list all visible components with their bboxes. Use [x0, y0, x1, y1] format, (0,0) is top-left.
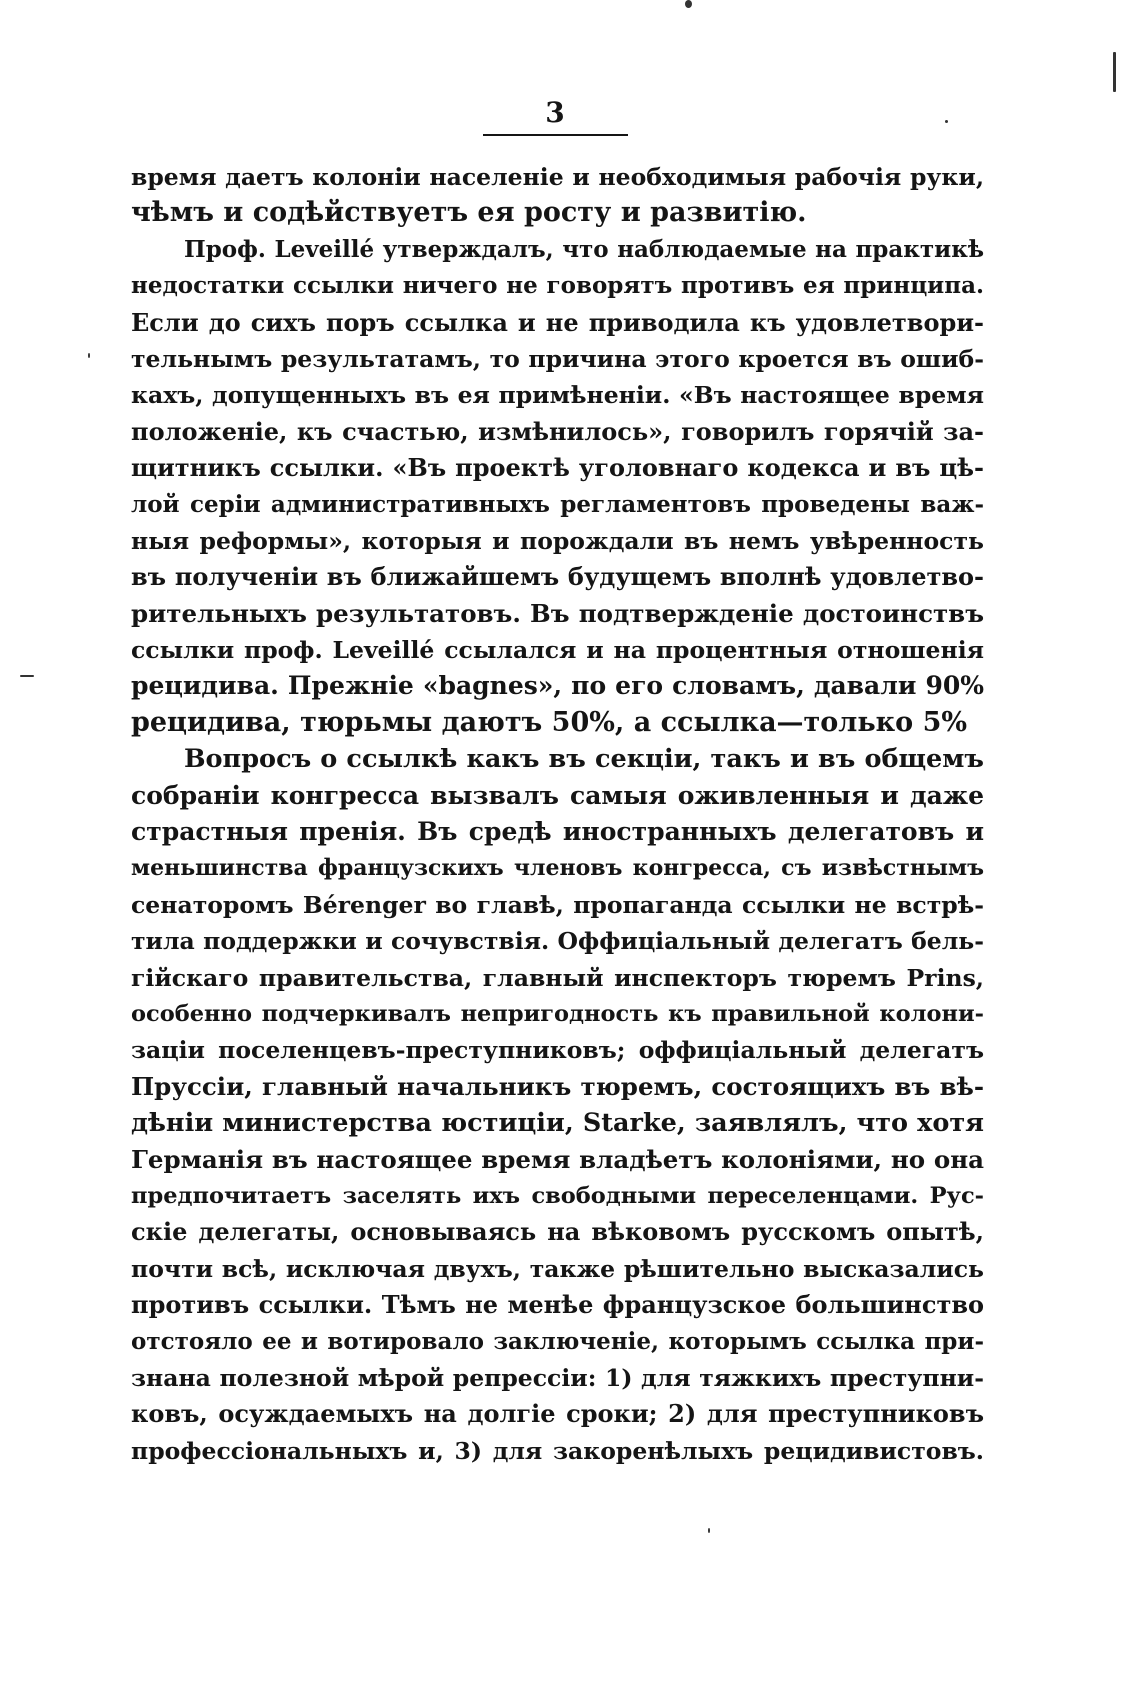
text-line: ссылки проф. Leveillé ссылался и на процентныя отношенія — [131, 636, 984, 665]
text-line: рецидива. Прежніе «bagnes», по его словамъ, давали 90% — [131, 671, 984, 701]
text-line: Германія въ настоящее время владѣетъ колоніями, но она — [131, 1144, 984, 1174]
text-line: тельнымъ результатамъ, то причина этого кроется въ ошиб- — [131, 344, 984, 373]
page-number: 3 — [545, 96, 565, 129]
text-line: кахъ, допущенныхъ въ ея примѣненіи. «Въ настоящее время — [131, 381, 984, 410]
text-line: лой серіи административныхъ регламентовъ проведены важ- — [131, 490, 984, 518]
text-line: тила поддержки и сочувствія. Оффиціальный делегатъ бель- — [131, 927, 984, 956]
text-line: предпочитаетъ заселять ихъ свободными переселенцами. Рус- — [131, 1182, 984, 1209]
text-line: недостатки ссылки ничего не говорятъ противъ ея принципа. — [131, 272, 984, 300]
scan-speck — [945, 120, 948, 123]
scan-speck — [1113, 52, 1116, 92]
text-line: меньшинства французскихъ членовъ конгресса, съ извѣстнымъ — [131, 855, 984, 882]
text-line: щитникъ ссылки. «Въ проектѣ уголовнаго кодекса и въ цѣ- — [131, 453, 984, 483]
text-line: отстояло ее и вотировало заключеніе, которымъ ссылка при- — [131, 1327, 984, 1355]
text-line: чѣмъ и содѣйствуетъ ея росту и развитію. — [131, 197, 807, 229]
text-line: Проф. Leveillé утверждалъ, что наблюдаемые на практикѣ — [184, 235, 984, 263]
text-line: противъ ссылки. Тѣмъ не менѣе французское большинство — [131, 1290, 984, 1320]
text-line: особенно подчеркивалъ непригодность къ правильной колони- — [131, 1000, 984, 1027]
text-line: знана полезной мѣрой репрессіи: 1) для тяжкихъ преступни- — [131, 1363, 984, 1392]
text-line: рительныхъ результатовъ. Въ подтвержденіе достоинствъ — [131, 598, 984, 628]
text-line: рецидива, тюрьмы даютъ 50%, а ссылка—только 5% — [131, 706, 968, 738]
text-line: собраніи конгресса вызвалъ самыя оживленныя и даже — [131, 780, 984, 810]
body-text — [131, 159, 984, 1469]
text-line: въ полученіи въ ближайшемъ будущемъ вполнѣ удовлетво- — [131, 562, 984, 592]
text-line: профессіональныхъ и, 3) для закоренѣлыхъ рецидивистовъ. — [131, 1436, 984, 1465]
text-line: Пруссіи, главный начальникъ тюремъ, состоящихъ въ вѣ- — [131, 1071, 984, 1101]
text-line: положеніе, къ счастью, измѣнилось», говорилъ горячій за- — [131, 416, 984, 446]
text-line: скіе делегаты, основываясь на вѣковомъ русскомъ опытѣ, — [131, 1217, 984, 1247]
text-line: время даетъ колоніи населеніе и необходимыя рабочія руки, — [131, 163, 984, 191]
scan-speck — [88, 353, 90, 358]
text-line: почти всѣ, исключая двухъ, также рѣшительно высказались — [131, 1254, 984, 1283]
text-line: ковъ, осуждаемыхъ на долгіе сроки; 2) для преступниковъ — [131, 1399, 984, 1429]
text-line: страстныя пренія. Въ средѣ иностранныхъ делегатовъ и — [131, 817, 984, 847]
scan-speck — [708, 1528, 710, 1533]
text-line: Если до сихъ поръ ссылка и не приводила къ удовлетвори- — [131, 307, 984, 337]
text-line: дѣніи министерства юстиціи, Starke, заявлялъ, что хотя — [131, 1108, 984, 1139]
scan-speck — [20, 675, 34, 677]
text-line: гійскаго правительства, главный инспекторъ тюремъ Prins, — [131, 963, 984, 992]
page-number-rule — [483, 134, 628, 136]
text-line: сенаторомъ Bérenger во главѣ, пропаганда ссылки не встрѣ- — [131, 890, 984, 919]
scan-speck — [685, 0, 692, 8]
text-line: Вопросъ о ссылкѣ какъ въ секціи, такъ и въ общемъ — [184, 744, 984, 775]
text-line: заціи поселенцевъ-преступниковъ; оффиціальный делегатъ — [131, 1036, 984, 1065]
text-line: ныя реформы», которыя и порождали въ немъ увѣренность — [131, 526, 984, 555]
